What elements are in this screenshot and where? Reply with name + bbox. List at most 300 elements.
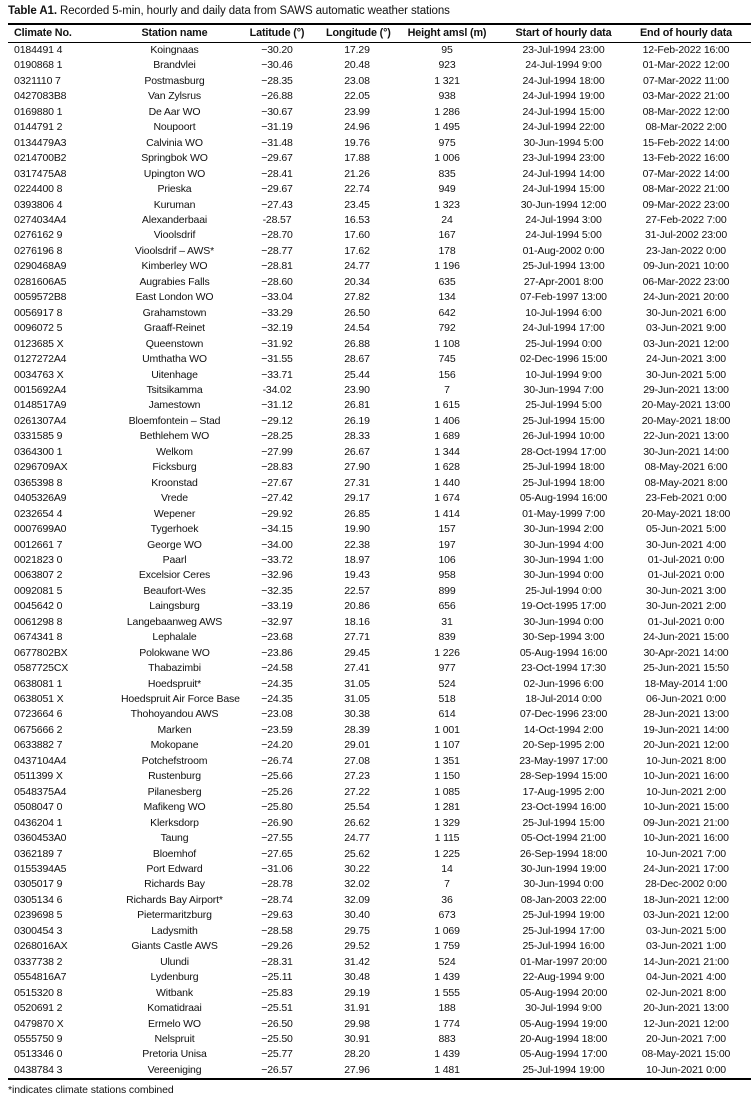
cell: 12-Jun-2021 12:00 <box>643 1017 729 1030</box>
cell: Vereeniging <box>147 1063 202 1076</box>
cell: −27.67 <box>261 476 293 489</box>
cell: 0437104A4 <box>14 754 67 767</box>
cell: −31.12 <box>261 399 293 412</box>
cell: 03-Jun-2021 5:00 <box>646 924 726 937</box>
cell: 0274034A4 <box>14 213 67 226</box>
cell: 25-Jun-2021 15:50 <box>643 662 729 675</box>
cell: 0723664 6 <box>14 708 63 721</box>
cell: 0144791 2 <box>14 121 63 134</box>
table-row <box>8 43 751 59</box>
table-row <box>8 893 751 908</box>
cell: 30-Jun-1994 0:00 <box>523 878 604 891</box>
cell: 24 <box>441 213 453 226</box>
column-header: End of hourly data <box>621 24 751 43</box>
cell: 25-Jul-1994 17:00 <box>522 924 605 937</box>
cell: 0677802BX <box>14 646 68 659</box>
cell: 20-Sep-1995 2:00 <box>522 739 605 752</box>
cell: Pilanesberg <box>147 785 202 798</box>
cell: Bloemfontein – Stad <box>128 414 221 427</box>
cell: 0638051 X <box>14 693 64 706</box>
cell: 0300454 3 <box>14 924 63 937</box>
cell: 0061298 8 <box>14 615 63 628</box>
cell: 0337738 2 <box>14 955 63 968</box>
cell: 18-Jul-2014 0:00 <box>525 693 602 706</box>
cell: 28-Jun-2021 13:00 <box>643 708 729 721</box>
cell: 07-Mar-2022 11:00 <box>643 74 729 87</box>
cell: 31.05 <box>344 677 370 690</box>
cell: Richards Bay Airport* <box>126 893 223 906</box>
cell: 0321110 7 <box>14 74 61 87</box>
cell: 30-Jun-2021 5:00 <box>646 368 726 381</box>
table-row <box>8 646 751 661</box>
cell: 29-Jun-2021 13:00 <box>643 383 729 396</box>
column-header: Latitude (°) <box>228 24 326 43</box>
cell: Postmasburg <box>144 74 205 87</box>
cell: 1 414 <box>434 507 460 520</box>
cell: 28.33 <box>344 430 370 443</box>
cell: 0633882 7 <box>14 739 63 752</box>
cell: −31.06 <box>261 863 293 876</box>
cell: −27.42 <box>261 492 293 505</box>
cell: −29.67 <box>261 183 293 196</box>
cell: 0021823 0 <box>14 553 63 566</box>
cell: 08-May-2021 6:00 <box>644 461 728 474</box>
cell: 31.05 <box>344 693 370 706</box>
cell: 26.85 <box>344 507 370 520</box>
cell: Ulundi <box>160 955 189 968</box>
cell: −28.83 <box>261 461 293 474</box>
table-row <box>8 58 751 73</box>
table-row <box>8 491 751 506</box>
cell: Hoedspruit Air Force Base <box>121 693 240 706</box>
cell: 27.96 <box>344 1063 370 1076</box>
cell: 09-Jun-2021 21:00 <box>643 816 729 829</box>
cell: −29.26 <box>261 940 293 953</box>
table-number-label: Table A1. <box>8 5 57 17</box>
cell: 10-Jun-2021 15:00 <box>643 801 729 814</box>
cell: 0007699A0 <box>14 523 67 536</box>
table-row <box>8 908 751 923</box>
cell: −27.43 <box>261 198 293 211</box>
cell: 30.91 <box>344 1033 370 1045</box>
cell: 31-Jul-2002 23:00 <box>644 229 728 242</box>
cell: 1 689 <box>434 430 460 443</box>
cell: 0276196 8 <box>14 244 63 257</box>
cell: 19-Jun-2021 14:00 <box>643 723 729 736</box>
cell: 06-Jun-2021 0:00 <box>646 693 726 706</box>
cell: Noupoort <box>153 121 196 134</box>
cell: 0155394A5 <box>14 863 67 876</box>
cell: 20-Aug-1994 18:00 <box>519 1033 608 1045</box>
cell: 0515320 8 <box>14 986 63 999</box>
cell: 0331585 9 <box>14 430 63 443</box>
cell: 27.71 <box>344 631 370 644</box>
cell: 31 <box>441 615 453 628</box>
weather-stations-table <box>8 23 751 1080</box>
cell: −29.12 <box>261 414 293 427</box>
cell: 1 759 <box>434 940 460 953</box>
cell: 642 <box>438 306 456 319</box>
cell: 0674341 8 <box>14 631 63 644</box>
table-row <box>8 337 751 352</box>
cell: −31.48 <box>261 136 293 149</box>
cell: Upington WO <box>143 167 206 180</box>
cell: 26.81 <box>344 399 370 412</box>
cell: 27.90 <box>344 461 370 474</box>
cell: 02-Jun-2021 8:00 <box>646 986 726 999</box>
cell: 25-Jul-1994 15:00 <box>522 816 605 829</box>
cell: 25-Jul-1994 18:00 <box>522 476 605 489</box>
cell: 0059572B8 <box>14 291 67 304</box>
cell: −29.92 <box>261 507 293 520</box>
cell: 19.90 <box>344 523 370 536</box>
cell: −23.08 <box>261 708 293 721</box>
cell: −32.97 <box>261 615 293 628</box>
cell: 22.57 <box>344 584 370 597</box>
cell: 10-Jul-1994 9:00 <box>525 368 602 381</box>
table-row <box>8 105 751 120</box>
cell: 23.45 <box>344 198 370 211</box>
cell: Brandvlei <box>153 59 196 72</box>
cell: 20-May-2021 18:00 <box>641 507 731 520</box>
cell: 106 <box>438 553 456 566</box>
cell: 05-Jun-2021 5:00 <box>646 523 726 536</box>
cell: 0362189 7 <box>14 847 63 860</box>
cell: 673 <box>438 909 456 922</box>
table-row <box>8 151 751 166</box>
cell: 30-Jun-1994 19:00 <box>520 863 607 876</box>
table-row <box>8 429 751 444</box>
table-row <box>8 1032 751 1047</box>
cell: −30.46 <box>261 59 293 72</box>
cell: 10-Jun-2021 0:00 <box>646 1063 726 1076</box>
cell: 1 321 <box>434 74 460 87</box>
cell: 958 <box>438 569 456 582</box>
table-row <box>8 970 751 985</box>
cell: 0548375A4 <box>14 785 67 798</box>
cell: 0012661 7 <box>14 538 63 551</box>
cell: Uitenhage <box>151 368 198 381</box>
cell: 24-Jun-2021 17:00 <box>643 863 729 876</box>
cell: 0063807 2 <box>14 569 63 582</box>
cell: 28.20 <box>344 1048 370 1061</box>
cell: 28-Oct-1994 17:00 <box>520 445 606 458</box>
cell: 18-Jun-2021 12:00 <box>643 893 729 906</box>
cell: 188 <box>438 1002 456 1015</box>
cell: 23-Oct-1994 16:00 <box>520 801 606 814</box>
cell: 1 406 <box>434 414 460 427</box>
cell: −26.74 <box>261 754 293 767</box>
cell: 0513346 0 <box>14 1048 63 1061</box>
table-row <box>8 414 751 429</box>
cell: 1 286 <box>434 105 460 118</box>
cell: 29.52 <box>344 940 370 953</box>
cell: 23-Jul-1994 23:00 <box>522 44 605 56</box>
cell: 1 001 <box>434 723 460 736</box>
cell: 02-Dec-1996 15:00 <box>519 353 608 366</box>
cell: 1 085 <box>434 785 460 798</box>
cell: −26.50 <box>261 1017 293 1030</box>
cell: Vioolsdrif <box>153 229 196 242</box>
cell: 24.77 <box>344 260 370 273</box>
cell: 614 <box>438 708 456 721</box>
cell: Alexanderbaai <box>141 213 208 226</box>
cell: 25.44 <box>344 368 370 381</box>
table-row <box>8 136 751 151</box>
cell: 30-Jun-1994 5:00 <box>523 136 604 149</box>
table-row <box>8 723 751 738</box>
cell: 0305017 9 <box>14 878 63 891</box>
cell: Grahamstown <box>142 306 207 319</box>
cell: −27.55 <box>261 832 293 845</box>
cell: 949 <box>438 183 456 196</box>
cell: 01-Jul-2021 0:00 <box>647 569 725 582</box>
cell: 26.88 <box>344 337 370 350</box>
cell: 29.45 <box>344 646 370 659</box>
cell: 23-Jan-2022 0:00 <box>646 244 726 257</box>
cell: −23.68 <box>261 631 293 644</box>
cell: −32.96 <box>261 569 293 582</box>
cell: −27.65 <box>261 847 293 860</box>
cell: 20.48 <box>344 59 370 72</box>
cell: 10-Jun-2021 16:00 <box>643 832 729 845</box>
cell: 0511399 X <box>14 770 63 783</box>
cell: 23.90 <box>344 383 370 396</box>
cell: Welkom <box>156 445 193 458</box>
table-footnote: *indicates climate stations combined <box>8 1084 174 1097</box>
cell: 22-Jun-2021 13:00 <box>643 430 729 443</box>
cell: 28.67 <box>344 353 370 366</box>
table-row <box>8 275 751 290</box>
cell: 0096072 5 <box>14 322 63 335</box>
cell: 0393806 4 <box>14 198 63 211</box>
cell: −31.19 <box>261 121 293 134</box>
cell: 518 <box>438 693 456 706</box>
cell: 0056917 8 <box>14 306 63 319</box>
cell: 24-Jun-2021 3:00 <box>646 353 726 366</box>
cell: 20-May-2021 13:00 <box>641 399 731 412</box>
cell: 0436204 1 <box>14 816 63 829</box>
table-row <box>8 599 751 614</box>
table-row <box>8 661 751 676</box>
table-row <box>8 986 751 1001</box>
cell: 26-Sep-1994 18:00 <box>519 847 608 860</box>
cell: 14-Oct-1994 2:00 <box>523 723 604 736</box>
cell: 27.31 <box>344 476 370 489</box>
cell: 17.29 <box>344 44 370 56</box>
cell: 883 <box>438 1033 456 1045</box>
cell: 32.02 <box>344 878 370 891</box>
cell: 31.91 <box>344 1002 370 1015</box>
cell: 26.19 <box>344 414 370 427</box>
cell: 10-Jun-2021 8:00 <box>646 754 726 767</box>
cell: −26.88 <box>261 90 293 103</box>
cell: Polokwane WO <box>139 646 210 659</box>
cell: 30.48 <box>344 971 370 984</box>
cell: −29.63 <box>261 909 293 922</box>
cell: 0479870 X <box>14 1017 64 1030</box>
cell: 30-Jun-1994 2:00 <box>523 523 604 536</box>
cell: 0638081 1 <box>14 677 63 690</box>
cell: −33.19 <box>261 600 293 613</box>
cell: 0427083B8 <box>14 90 67 103</box>
cell: 24.77 <box>344 832 370 845</box>
cell: 28-Dec-2002 0:00 <box>645 878 727 891</box>
cell: 656 <box>438 600 456 613</box>
cell: −28.35 <box>261 74 293 87</box>
cell: 29.17 <box>344 492 370 505</box>
cell: 0405326A9 <box>14 492 67 505</box>
cell: 24-Jun-2021 15:00 <box>643 631 729 644</box>
table-row <box>8 1001 751 1016</box>
cell: 10-Jun-2021 2:00 <box>646 785 726 798</box>
cell: 0296709AX <box>14 461 68 474</box>
cell: Laingsburg <box>149 600 200 613</box>
cell: 923 <box>438 59 456 72</box>
cell: 30-Jul-1994 9:00 <box>525 1002 602 1015</box>
cell: 938 <box>438 90 456 103</box>
table-row <box>8 816 751 831</box>
cell: 01-Jul-2021 0:00 <box>647 615 725 628</box>
table-row <box>8 306 751 321</box>
cell: 0438784 3 <box>14 1063 63 1076</box>
column-header: Height amsl (m) <box>388 24 506 43</box>
cell: −25.26 <box>261 785 293 798</box>
cell: 1 226 <box>434 646 460 659</box>
cell: 22-Aug-1994 9:00 <box>522 971 605 984</box>
cell: Excelsior Ceres <box>138 569 211 582</box>
cell: −28.60 <box>261 275 293 288</box>
table-row <box>8 769 751 784</box>
cell: 08-May-2021 8:00 <box>644 476 728 489</box>
cell: 1 150 <box>434 770 460 783</box>
cell: 01-Jul-2021 0:00 <box>647 553 725 566</box>
cell: -28.57 <box>262 213 292 226</box>
cell: 1 323 <box>434 198 460 211</box>
cell: Pretoria Unisa <box>142 1048 207 1061</box>
cell: −24.58 <box>261 662 293 675</box>
cell: Graaff-Reinet <box>144 322 205 335</box>
cell: 19-Oct-1995 17:00 <box>520 600 606 613</box>
cell: 19.76 <box>344 136 370 149</box>
cell: 0092081 5 <box>14 584 63 597</box>
cell: 05-Aug-1994 16:00 <box>519 646 608 659</box>
cell: 899 <box>438 584 456 597</box>
cell: 36 <box>441 893 453 906</box>
cell: Calvinia WO <box>146 136 203 149</box>
cell: 30-Jun-1994 0:00 <box>523 615 604 628</box>
cell: 20-Jun-2021 12:00 <box>643 739 729 752</box>
cell: 1 555 <box>434 986 460 999</box>
cell: Giants Castle AWS <box>131 940 218 953</box>
cell: 23-May-1997 17:00 <box>519 754 608 767</box>
cell: 23-Jul-1994 23:00 <box>522 152 605 165</box>
table-row <box>8 924 751 939</box>
cell: 31.42 <box>344 955 370 968</box>
cell: −33.29 <box>261 306 293 319</box>
cell: 22.38 <box>344 538 370 551</box>
cell: 0290468A9 <box>14 260 67 273</box>
cell: 20-May-2021 18:00 <box>641 414 731 427</box>
cell: 0268016AX <box>14 940 68 953</box>
table-row <box>8 228 751 243</box>
cell: 0123685 X <box>14 337 64 350</box>
cell: Pietermaritzburg <box>137 909 212 922</box>
cell: −27.99 <box>261 445 293 458</box>
cell: −28.77 <box>261 244 293 257</box>
cell: 26.67 <box>344 445 370 458</box>
cell: 0224400 8 <box>14 183 63 196</box>
table-row <box>8 259 751 274</box>
cell: 06-Mar-2022 23:00 <box>642 275 730 288</box>
cell: −30.67 <box>261 105 293 118</box>
cell: 95 <box>441 44 453 56</box>
cell: Lydenburg <box>150 971 199 984</box>
cell: 30.40 <box>344 909 370 922</box>
cell: 24-Jul-1994 9:00 <box>525 59 602 72</box>
cell: 0034763 X <box>14 368 64 381</box>
cell: 25-Jul-1994 15:00 <box>522 414 605 427</box>
cell: 524 <box>438 955 456 968</box>
cell: 14 <box>441 863 453 876</box>
cell: 0190868 1 <box>14 59 63 72</box>
cell: Vrede <box>161 492 188 505</box>
cell: 27-Apr-2001 8:00 <box>523 275 604 288</box>
cell: −32.35 <box>261 584 293 597</box>
cell: 30-Jun-1994 12:00 <box>520 198 607 211</box>
cell: 30.38 <box>344 708 370 721</box>
cell: 1 440 <box>434 476 460 489</box>
cell: −28.70 <box>261 229 293 242</box>
cell: 17.60 <box>344 229 370 242</box>
cell: 1 439 <box>434 971 460 984</box>
cell: 0360453A0 <box>14 832 67 845</box>
cell: −33.71 <box>261 368 293 381</box>
cell: 17-Aug-1995 2:00 <box>522 785 605 798</box>
cell: 0520691 2 <box>14 1002 63 1015</box>
cell: 1 615 <box>434 399 460 412</box>
cell: −28.25 <box>261 430 293 443</box>
cell: 03-Mar-2022 21:00 <box>642 90 730 103</box>
cell: 0134479A3 <box>14 136 67 149</box>
cell: −28.58 <box>261 924 293 937</box>
table-row <box>8 460 751 475</box>
cell: 0555750 9 <box>14 1033 63 1045</box>
cell: 25-Jul-1994 19:00 <box>522 1063 605 1076</box>
cell: −34.00 <box>261 538 293 551</box>
column-header: Longitude (°) <box>326 24 388 43</box>
cell: 24-Jul-1994 18:00 <box>522 74 605 87</box>
cell: 1 006 <box>434 152 460 165</box>
cell: 24-Jul-1994 15:00 <box>522 105 605 118</box>
cell: −33.72 <box>261 553 293 566</box>
cell: 20.86 <box>344 600 370 613</box>
cell: 134 <box>438 291 456 304</box>
cell: 0148517A9 <box>14 399 67 412</box>
cell: 21.26 <box>344 167 370 180</box>
cell: −28.81 <box>261 260 293 273</box>
cell: 02-Jun-1996 6:00 <box>523 677 604 690</box>
cell: 835 <box>438 167 456 180</box>
table-row <box>8 522 751 537</box>
cell: 25.54 <box>344 801 370 814</box>
cell: −31.92 <box>261 337 293 350</box>
cell: 20-Jun-2021 7:00 <box>646 1033 726 1045</box>
cell: Beaufort-Wes <box>143 584 206 597</box>
cell: Ladysmith <box>151 924 198 937</box>
cell: 20-Jun-2021 13:00 <box>643 1002 729 1015</box>
cell: 0508047 0 <box>14 801 63 814</box>
